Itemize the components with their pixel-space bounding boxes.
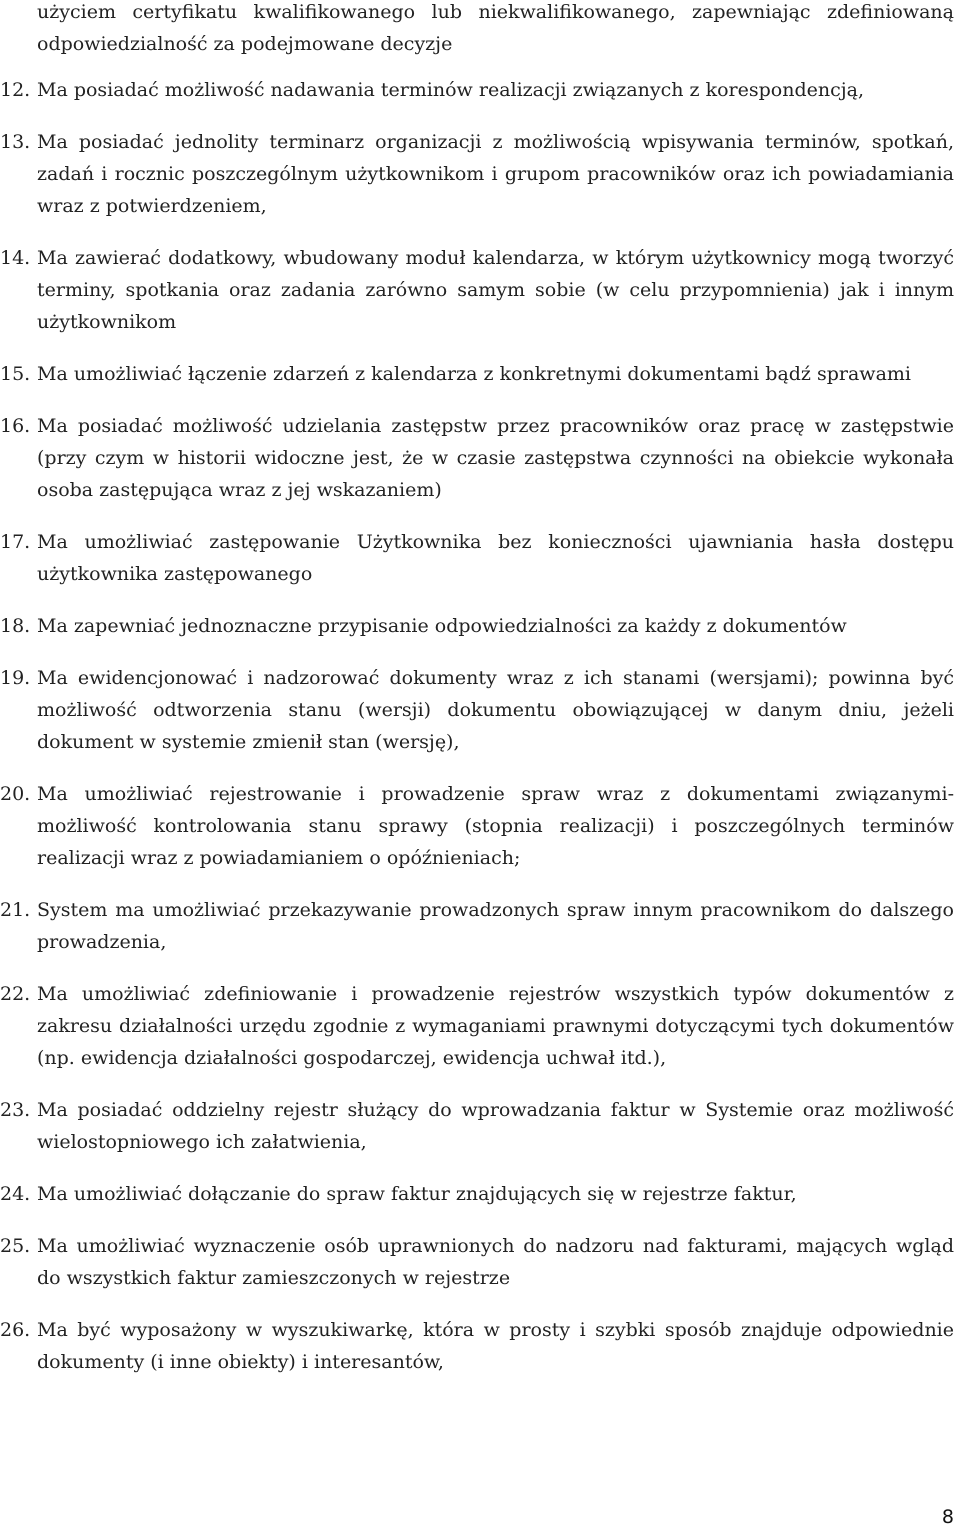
item-number: 17. <box>0 531 31 553</box>
item-number: 14. <box>0 247 31 269</box>
item-text: Ma ewidencjonować i nadzorować dokumenty wraz z ich stanami (wersjami); powinna być możliwość odtworzenia stanu (wersji) dokumentu obowiązującej w danym dniu, jeżeli dokument w systemie zmienił stan (wersję), <box>37 667 954 753</box>
list-item <box>0 74 954 106</box>
list-item <box>0 526 954 590</box>
item-text: Ma umożliwiać zastępowanie Użytkownika bez konieczności ujawniania hasła dostępu użytkownika zastępowanego <box>37 531 954 585</box>
item-number: 23. <box>0 1099 31 1121</box>
item-text: Ma umożliwiać zdefiniowanie i prowadzenie rejestrów wszystkich typów dokumentów z zakresu działalności urzędu zgodnie z wymaganiami prawnymi dotyczącymi tych dokumentów (np. ewidencja działalności gospodarczej, ewidencja uchwał itd.), <box>37 983 954 1069</box>
item-text: Ma posiadać jednolity terminarz organizacji z możliwością wpisywania terminów, spotkań, zadań i rocznic poszczególnym użytkownikom i grupom pracowników oraz ich powiadamiania wraz z potwierdzeniem, <box>37 131 954 217</box>
item-text: Ma umożliwiać dołączanie do spraw faktur znajdujących się w rejestrze faktur, <box>37 1183 797 1205</box>
requirements-list <box>0 74 960 1398</box>
item-number: 16. <box>0 415 31 437</box>
item-text: Ma posiadać możliwość udzielania zastępstw przez pracowników oraz pracę w zastępstwie (przy czym w historii widoczne jest, że w czasie zastępstwa czynności na obiekcie wykonała osoba zastępująca wraz z jej wskazaniem) <box>37 415 954 501</box>
item-text: Ma umożliwiać łączenie zdarzeń z kalendarza z konkretnymi dokumentami bądź sprawami <box>37 363 911 385</box>
item-text: Ma umożliwiać wyznaczenie osób uprawnionych do nadzoru nad fakturami, mających wgląd do wszystkich faktur zamieszczonych w rejestrze <box>37 1235 954 1289</box>
list-item <box>0 1230 954 1294</box>
item-number: 26. <box>0 1319 31 1341</box>
item-number: 19. <box>0 667 31 689</box>
item-text: Ma zawierać dodatkowy, wbudowany moduł kalendarza, w którym użytkownicy mogą tworzyć terminy, spotkania oraz zadania zarówno samym sobie (w celu przypomnienia) jak i innym użytkownikom <box>37 247 954 333</box>
list-item <box>0 358 954 390</box>
list-item <box>0 778 954 874</box>
item-number: 25. <box>0 1235 31 1257</box>
list-item <box>0 1094 954 1158</box>
item-text: System ma umożliwiać przekazywanie prowadzonych spraw innym pracownikom do dalszego prowadzenia, <box>37 899 954 953</box>
item-text: Ma posiadać oddzielny rejestr służący do wprowadzania faktur w Systemie oraz możliwość wielostopniowego ich załatwienia, <box>37 1099 954 1153</box>
item-text: Ma być wyposażony w wyszukiwarkę, która w prosty i szybki sposób znajduje odpowiednie dokumenty (i inne obiekty) i interesantów, <box>37 1319 954 1373</box>
list-item <box>0 662 954 758</box>
item-number: 13. <box>0 131 31 153</box>
list-item <box>0 894 954 958</box>
item-number: 21. <box>0 899 31 921</box>
page-number: 8 <box>941 1506 954 1528</box>
item-number: 22. <box>0 983 31 1005</box>
item-number: 18. <box>0 615 31 637</box>
list-item <box>0 242 954 338</box>
list-item <box>0 410 954 506</box>
list-item <box>0 126 954 222</box>
item-text: Ma zapewniać jednoznaczne przypisanie odpowiedzialności za każdy z dokumentów <box>37 615 847 637</box>
list-item <box>0 610 954 642</box>
item-text: Ma umożliwiać rejestrowanie i prowadzenie spraw wraz z dokumentami związanymi- możliwość kontrolowania stanu sprawy (stopnia realizacji) i poszczególnych terminów realizacji wraz z powiadamianiem o opóźnieniach; <box>37 783 954 869</box>
item-number: 24. <box>0 1183 31 1205</box>
list-item <box>0 1314 954 1378</box>
item-number: 15. <box>0 363 31 385</box>
list-item <box>0 1178 954 1210</box>
intro-fragment: użyciem certyfikatu kwalifikowanego lub niekwalifikowanego, zapewniając zdefiniowaną odpowiedzialność za podejmowane decyzje <box>37 1 954 55</box>
item-text: Ma posiadać możliwość nadawania terminów realizacji związanych z korespondencją, <box>37 79 865 101</box>
list-item <box>0 978 954 1074</box>
item-number: 12. <box>0 79 31 101</box>
item-number: 20. <box>0 783 31 805</box>
